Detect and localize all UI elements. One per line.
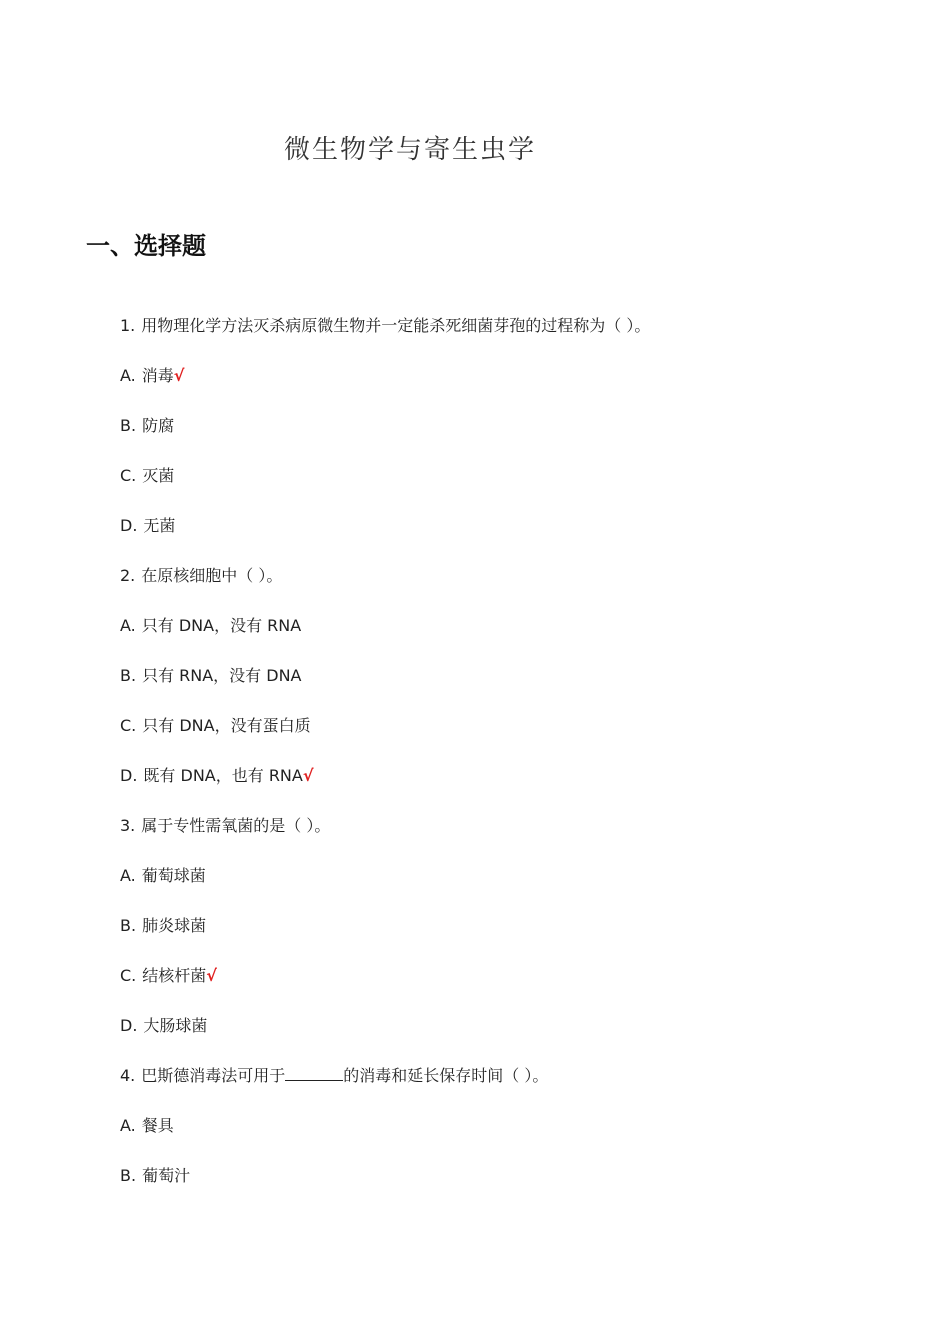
option-text: 消毒 xyxy=(141,366,174,385)
option-label: B. xyxy=(120,1166,137,1185)
answer-option xyxy=(120,910,880,960)
question-number: 2. xyxy=(120,566,136,585)
answer-option xyxy=(120,1160,880,1210)
option-text: 大肠球菌 xyxy=(143,1016,208,1035)
question-text-after-blank: 的消毒和延长保存时间（ ）。 xyxy=(343,1066,549,1085)
answer-option xyxy=(120,1110,880,1160)
option-text: 只有 RNA，没有 DNA xyxy=(142,666,302,685)
answer-option xyxy=(120,360,880,410)
question-stem xyxy=(120,560,880,610)
option-label: A. xyxy=(120,1116,136,1135)
option-label: C. xyxy=(120,466,137,485)
option-label: A. xyxy=(120,616,136,635)
answer-option xyxy=(120,1010,880,1060)
correct-answer-checkmark-icon: √ xyxy=(302,766,314,785)
option-text: 餐具 xyxy=(141,1116,174,1135)
option-text: 只有 DNA，没有蛋白质 xyxy=(142,716,311,735)
question-text-before-blank: 巴斯德消毒法可用于 xyxy=(141,1066,286,1085)
option-text: 肺炎球菌 xyxy=(142,916,207,935)
option-label: B. xyxy=(120,916,137,935)
option-label: B. xyxy=(120,666,137,685)
option-text: 只有 DNA，没有 RNA xyxy=(141,616,302,635)
answer-option xyxy=(120,960,880,1010)
question-stem xyxy=(120,1060,880,1110)
option-label: B. xyxy=(120,416,137,435)
answer-option xyxy=(120,860,880,910)
option-label: D. xyxy=(120,1016,138,1035)
question-stem xyxy=(120,810,880,860)
option-text: 葡萄汁 xyxy=(142,1166,191,1185)
question-number: 3. xyxy=(120,816,136,835)
document-title: 微生物学与寄生虫学 xyxy=(283,135,536,165)
option-text: 葡萄球菌 xyxy=(141,866,206,885)
answer-option xyxy=(120,660,880,710)
question-text: 用物理化学方法灭杀病原微生物并一定能杀死细菌芽孢的过程称为（ ）。 xyxy=(141,316,651,335)
answer-option xyxy=(120,410,880,460)
option-label: D. xyxy=(120,516,138,535)
question-text: 属于专性需氧菌的是（ ）。 xyxy=(141,816,331,835)
option-text: 既有 DNA，也有 RNA xyxy=(143,766,303,785)
option-label: C. xyxy=(120,716,137,735)
question-number: 1. xyxy=(120,316,136,335)
option-label: A. xyxy=(120,866,136,885)
answer-option xyxy=(120,610,880,660)
correct-answer-checkmark-icon: √ xyxy=(173,366,185,385)
answer-option xyxy=(120,710,880,760)
answer-option xyxy=(120,760,880,810)
option-label: A. xyxy=(120,366,136,385)
option-label: C. xyxy=(120,966,137,985)
section-heading: 一、选择题 xyxy=(86,232,206,260)
fill-in-blank xyxy=(285,1062,343,1081)
option-text: 结核杆菌 xyxy=(142,966,207,985)
option-text: 灭菌 xyxy=(142,466,175,485)
question-stem xyxy=(120,310,880,360)
answer-option xyxy=(120,460,880,510)
option-text: 无菌 xyxy=(143,516,176,535)
question-list xyxy=(120,310,880,1210)
option-text: 防腐 xyxy=(142,416,175,435)
question-text: 在原核细胞中（ ）。 xyxy=(141,566,283,585)
correct-answer-checkmark-icon: √ xyxy=(206,966,217,985)
answer-option xyxy=(120,510,880,560)
question-number: 4. xyxy=(120,1066,136,1085)
option-label: D. xyxy=(120,766,138,785)
